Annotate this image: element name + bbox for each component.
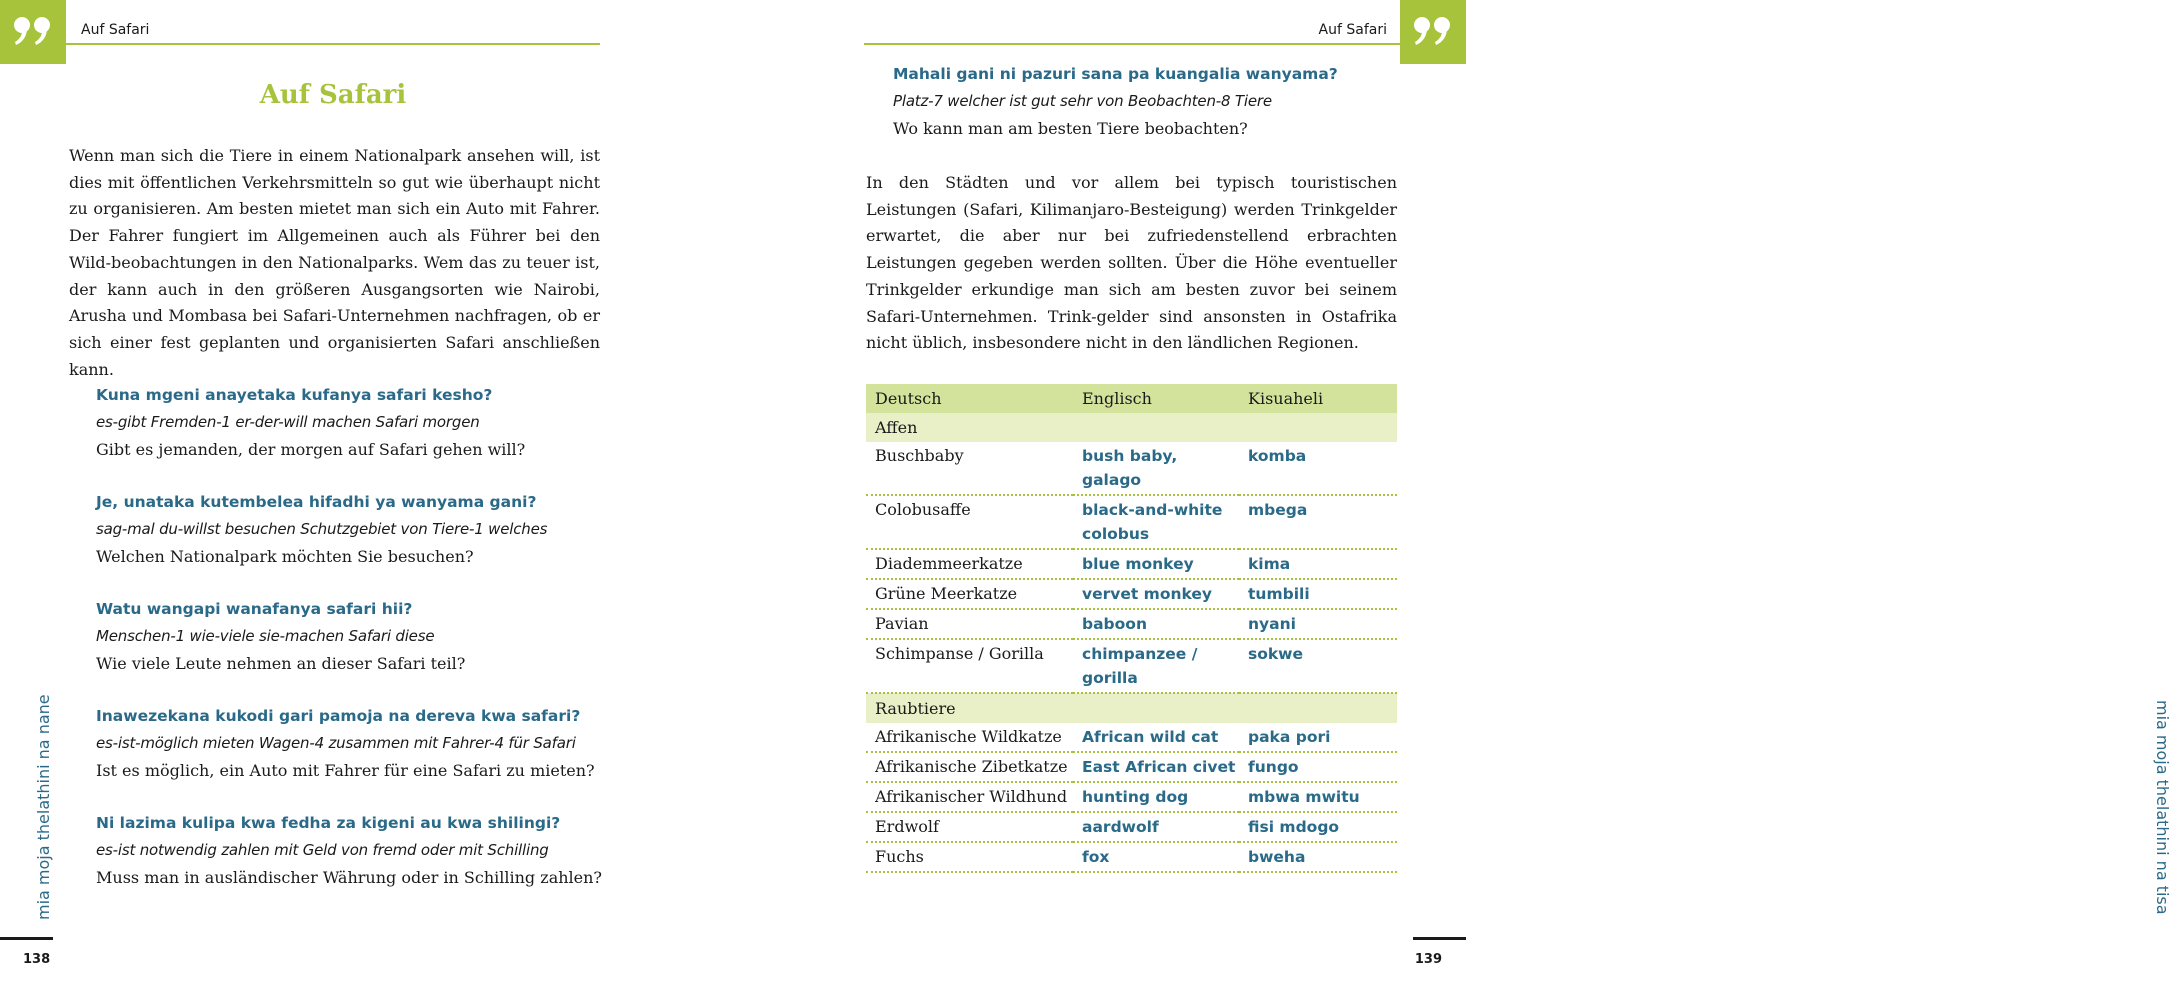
quote-badge <box>1400 0 1466 64</box>
side-page-number-words: mia moja thelathini na tisa <box>2153 700 2172 915</box>
table-row <box>866 639 1397 693</box>
cell-swahili: bweha <box>1239 842 1397 872</box>
quote-badge <box>0 0 66 64</box>
cell-german: Buschbaby <box>866 442 1073 495</box>
right-page <box>733 0 2172 1000</box>
cell-english: fox <box>1073 842 1239 872</box>
cell-english: East African civet <box>1073 752 1239 782</box>
swahili-sentence: Inawezekana kukodi gari pamoja na dereva kwa safari? <box>96 707 581 725</box>
cell-german: Erdwolf <box>866 812 1073 842</box>
vocabulary-table <box>866 384 1397 873</box>
german-translation: Welchen Nationalpark möchten Sie besuchen? <box>96 547 474 566</box>
cell-german: Afrikanischer Wildhund <box>866 782 1073 812</box>
literal-translation: es-ist-möglich mieten Wagen-4 zusammen mit Fahrer-4 für Safari <box>96 734 576 752</box>
side-page-number-words: mia moja thelathini na nane <box>34 694 53 920</box>
literal-translation: Platz-7 welcher ist gut sehr von Beobachten-8 Tiere <box>893 92 1272 110</box>
table-group-row <box>866 413 1397 442</box>
german-translation: Ist es möglich, ein Auto mit Fahrer für eine Safari zu mieten? <box>96 761 595 780</box>
quote-icon <box>13 16 53 46</box>
german-translation: Muss man in ausländischer Währung oder in Schilling zahlen? <box>96 868 602 887</box>
table-row <box>866 752 1397 782</box>
cell-swahili: komba <box>1239 442 1397 495</box>
page-number: 138 <box>23 952 51 967</box>
table-row <box>866 495 1397 549</box>
dialogue-block <box>96 489 547 570</box>
literal-translation: Menschen-1 wie-viele sie-machen Safari diese <box>96 627 435 645</box>
cell-swahili: sokwe <box>1239 639 1397 693</box>
running-header: Auf Safari <box>81 22 150 38</box>
swahili-sentence: Je, unataka kutembelea hifadhi ya wanyama gani? <box>96 493 537 511</box>
literal-translation: sag-mal du-willst besuchen Schutzgebiet von Tiere-1 welches <box>96 520 548 538</box>
cell-swahili: tumbili <box>1239 579 1397 609</box>
header-rule <box>864 43 1400 45</box>
cell-english: baboon <box>1073 609 1239 639</box>
table-row <box>866 812 1397 842</box>
cell-german: Afrikanische Zibetkatze <box>866 752 1073 782</box>
table-row <box>866 442 1397 495</box>
cell-swahili: kima <box>1239 549 1397 579</box>
literal-translation: es-gibt Fremden-1 er-der-will machen Safari morgen <box>96 413 480 431</box>
cell-german: Colobusaffe <box>866 495 1073 549</box>
cell-german: Diademmeerkatze <box>866 549 1073 579</box>
tips-paragraph: In den Städten und vor allem bei typisch touristischen Leistungen (Safari, Kilimanjaro-Besteigung) werden Trinkgelder erwartet, die aber nur bei zufriedenstellend erbrachten Leistungen gegeben werden sollten. Über die Höhe eventueller Trinkgelder erkundige man sich am besten zuvor bei seinem Safari-Unternehmen. Trink-gelder sind ansonsten in Ostafrika nicht üblich, insbesondere nicht in den ländlichen Regionen. <box>866 173 1397 353</box>
cell-english: bush baby, galago <box>1073 442 1239 495</box>
cell-english: African wild cat <box>1073 723 1239 752</box>
quote-icon <box>1413 16 1453 46</box>
german-translation: Gibt es jemanden, der morgen auf Safari gehen will? <box>96 440 526 459</box>
cell-swahili: fisi mdogo <box>1239 812 1397 842</box>
cell-english: hunting dog <box>1073 782 1239 812</box>
dialogue-block <box>96 703 595 784</box>
intro-paragraph: Wenn man sich die Tiere in einem Nationalpark ansehen will, ist dies mit öffentlichen Verkehrsmitteln so gut wie überhaupt nicht zu organisieren. Am besten mietet man sich ein Auto mit Fahrer. Der Fahrer fungiert im Allgemeinen auch als Führer bei den Wild-beobachtungen in den Nationalparks. Wem das zu teuer ist, der kann auch in den größeren Ausgangsorten wie Nairobi, Arusha und Mombasa bei Safari-Unternehmen nachfragen, ob er sich einer fest geplanten und organisierten Safari anschließen kann. <box>69 146 600 379</box>
table-row <box>866 723 1397 752</box>
cell-german: Fuchs <box>866 842 1073 872</box>
cell-swahili: mbwa mwitu <box>1239 782 1397 812</box>
german-translation: Wo kann man am besten Tiere beobachten? <box>893 119 1248 138</box>
cell-english: vervet monkey <box>1073 579 1239 609</box>
cell-english: black-and-white colobus <box>1073 495 1239 549</box>
table-row <box>866 549 1397 579</box>
group-label: Raubtiere <box>866 693 1397 723</box>
page-number-rule <box>0 937 53 940</box>
table-row <box>866 842 1397 872</box>
cell-swahili: mbega <box>1239 495 1397 549</box>
cell-german: Afrikanische Wildkatze <box>866 723 1073 752</box>
column-header-german: Deutsch <box>866 384 1073 413</box>
page-number-rule <box>1413 937 1466 940</box>
table-row <box>866 609 1397 639</box>
swahili-sentence: Watu wangapi wanafanya safari hii? <box>96 600 413 618</box>
column-header-swahili: Kisuaheli <box>1239 384 1397 413</box>
literal-translation: es-ist notwendig zahlen mit Geld von fremd oder mit Schilling <box>96 841 549 859</box>
chapter-title: Auf Safari <box>259 80 407 110</box>
left-page <box>0 0 733 1000</box>
table-group-row <box>866 693 1397 723</box>
dialogue-block <box>893 61 1338 142</box>
group-label: Affen <box>866 413 1397 442</box>
dialogue-block <box>96 810 602 891</box>
running-header: Auf Safari <box>1318 22 1387 38</box>
header-rule <box>66 43 600 45</box>
cell-english: chimpanzee / gorilla <box>1073 639 1239 693</box>
page-number: 139 <box>1414 952 1442 967</box>
dialogue-block <box>96 382 525 463</box>
column-header-english: Englisch <box>1073 384 1239 413</box>
cell-english: blue monkey <box>1073 549 1239 579</box>
cell-swahili: nyani <box>1239 609 1397 639</box>
swahili-sentence: Ni lazima kulipa kwa fedha za kigeni au kwa shilingi? <box>96 814 561 832</box>
dialogue-block <box>96 596 465 677</box>
table-row <box>866 579 1397 609</box>
cell-german: Grüne Meerkatze <box>866 579 1073 609</box>
cell-german: Pavian <box>866 609 1073 639</box>
cell-swahili: fungo <box>1239 752 1397 782</box>
cell-german: Schimpanse / Gorilla <box>866 639 1073 693</box>
table-header-row <box>866 384 1397 413</box>
swahili-sentence: Mahali gani ni pazuri sana pa kuangalia wanyama? <box>893 65 1338 83</box>
cell-english: aardwolf <box>1073 812 1239 842</box>
cell-swahili: paka pori <box>1239 723 1397 752</box>
german-translation: Wie viele Leute nehmen an dieser Safari teil? <box>96 654 466 673</box>
table-row <box>866 782 1397 812</box>
swahili-sentence: Kuna mgeni anayetaka kufanya safari kesho? <box>96 386 493 404</box>
